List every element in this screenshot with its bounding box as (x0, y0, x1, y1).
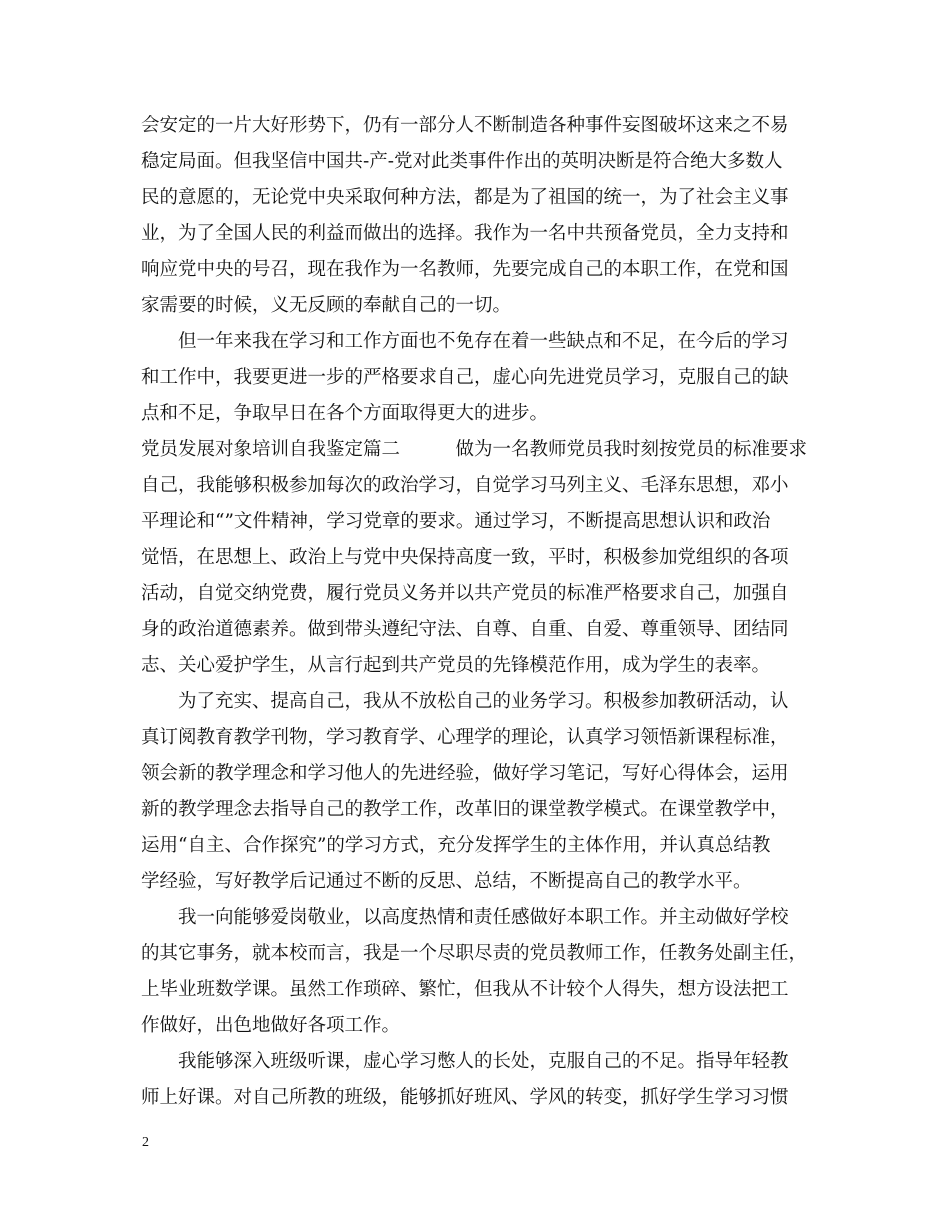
section-heading-line: 党员发展对象培训自我鉴定篇二 做为一名教师党员我时刻按党员的标准要求 (141, 439, 808, 460)
text-line: 响应党中央的号召，现在我作为一名教师，先要完成自己的本职工作，在党和国 (141, 259, 789, 280)
text-line: 活动，自觉交纳党费，履行党员义务并以共产党员的标准严格要求自己，加强自 (141, 583, 789, 604)
text-line: 业，为了全国人民的利益而做出的选择。我作为一名中共预备党员，全力支持和 (141, 223, 789, 244)
text-line: 自己，我能够积极参加每次的政治学习，自觉学习马列主义、毛泽东思想，邓小 (141, 475, 789, 496)
text-line: 身的政治道德素养。做到带头遵纪守法、自尊、自重、自爱、尊重领导、团结同 (141, 619, 789, 640)
text-line: 的其它事务，就本校而言，我是一个尽职尽责的党员教师工作，任教务处副主任， (141, 943, 808, 964)
document-body (141, 108, 823, 1116)
text-line: 学经验，写好教学后记通过不断的反思、总结，不断提高自己的教学水平。 (141, 871, 752, 892)
text-line: 上毕业班数学课。虽然工作琐碎、繁忙，但我从不计较个人得失，想方设法把工 (141, 979, 789, 1000)
page-number: 2 (142, 1135, 149, 1150)
text-line: 平理论和“”文件精神，学习党章的要求。通过学习，不断提高思想认识和政治 (141, 511, 771, 532)
text-line: 点和不足，争取早日在各个方面取得更大的进步。 (141, 403, 549, 424)
text-line: 真订阅教育教学刊物，学习教育学、心理学的理论，认真学习领悟新课程标准， (141, 727, 789, 748)
text-line: 觉悟，在思想上、政治上与党中央保持高度一致，平时，积极参加党组织的各项 (141, 547, 789, 568)
text-line: 民的意愿的，无论党中央采取何种方法，都是为了祖国的统一，为了社会主义事 (141, 187, 789, 208)
text-line: 但一年来我在学习和工作方面也不免存在着一些缺点和不足，在今后的学习 (141, 331, 789, 352)
text-line: 会安定的一片大好形势下，仍有一部分人不断制造各种事件妄图破坏这来之不易 (141, 115, 789, 136)
text-line: 师上好课。对自己所教的班级，能够抓好班风、学风的转变，抓好学生学习习惯 (141, 1087, 789, 1108)
text-line: 志、关心爱护学生，从言行起到共产党员的先锋模范作用，成为学生的表率。 (141, 655, 771, 676)
text-line: 新的教学理念去指导自己的教学工作，改革旧的课堂教学模式。在课堂教学中， (141, 799, 789, 820)
text-line: 家需要的时候，义无反顾的奉献自己的一切。 (141, 295, 512, 316)
text-line: 稳定局面。但我坚信中国共-产-党对此类事件作出的英明决断是符合绝大多数人 (141, 151, 783, 172)
text-line: 为了充实、提高自己，我从不放松自己的业务学习。积极参加教研活动，认 (141, 691, 789, 712)
text-line: 我一向能够爱岗敬业，以高度热情和责任感做好本职工作。并主动做好学校 (141, 907, 789, 928)
text-line: 我能够深入班级听课，虚心学习憋人的长处，克服自己的不足。指导年轻教 (141, 1051, 789, 1072)
text-line: 运用“自主、合作探究”的学习方式，充分发挥学生的主体作用，并认真总结教 (141, 835, 771, 856)
text-line: 领会新的教学理念和学习他人的先进经验，做好学习笔记，写好心得体会，运用 (141, 763, 789, 784)
text-line: 作做好，出色地做好各项工作。 (141, 1015, 401, 1036)
text-line: 和工作中，我要更进一步的严格要求自己，虚心向先进党员学习，克服自己的缺 (141, 367, 789, 388)
